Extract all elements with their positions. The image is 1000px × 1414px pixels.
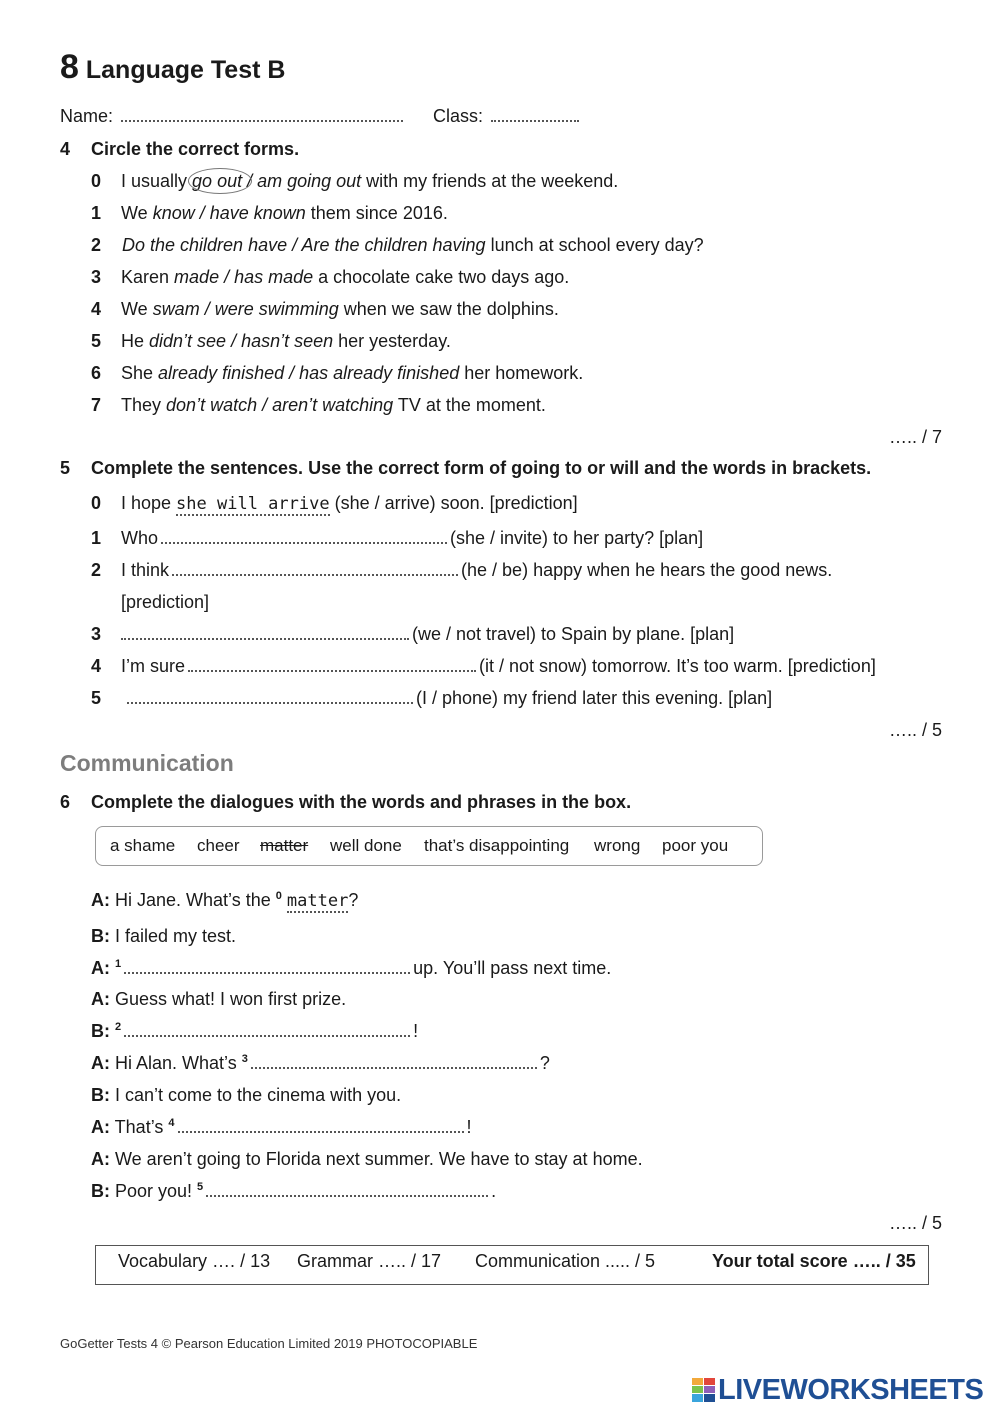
brand-name: LIVEWORKSHEETS — [718, 1374, 984, 1406]
ex4-item-post: a chocolate cake two days ago. — [313, 267, 570, 287]
class-label: Class: — [433, 106, 484, 126]
dialogue-answer-3[interactable] — [251, 1053, 537, 1069]
ex5-item-pre: I think — [121, 560, 170, 580]
ex4-item-post: them since 2016. — [305, 203, 448, 223]
dialogue-end: up. You’ll pass next time. — [413, 958, 612, 978]
ex4-item-number: 4 — [91, 299, 102, 319]
ex4-item-number: 0 — [91, 171, 102, 191]
dialogue-line — [91, 1021, 418, 1042]
dialogue-line — [91, 958, 611, 979]
ex4-item-pre: We — [121, 203, 153, 223]
ex5-item-4 — [121, 656, 876, 677]
exercise-5-instruction: Complete the sentences. Use the correct form of going to or will and the words in brackets. — [91, 458, 872, 478]
ex5-item-number: 3 — [91, 624, 102, 644]
ex5-example — [121, 493, 578, 514]
ex4-item-1 — [121, 203, 448, 224]
ex4-item-number: 7 — [91, 395, 102, 415]
ex4-item-pre: They — [121, 395, 167, 415]
word-box — [95, 826, 763, 866]
ex5-item-number: 0 — [91, 493, 102, 513]
dialogue-answer-1[interactable] — [124, 958, 410, 974]
ex5-answer-4[interactable] — [188, 656, 476, 672]
class-field[interactable] — [491, 106, 579, 122]
ex5-answer-3[interactable] — [121, 624, 409, 640]
gap-number: 5 — [197, 1181, 204, 1193]
ex4-item-number: 1 — [91, 203, 102, 223]
ex4-item-4 — [121, 299, 559, 320]
total-score: Your total score ….. / 35 — [712, 1251, 916, 1271]
section-heading: Communication — [60, 750, 234, 776]
speaker-label: A: — [91, 1117, 110, 1137]
ex5-answer-5[interactable] — [127, 688, 413, 704]
answer-circle — [188, 168, 252, 194]
ex4-item-number: 6 — [91, 363, 102, 383]
ex4-item-pre: We — [121, 299, 153, 319]
word-box-item: a shame — [110, 836, 176, 855]
liveworksheets-logo-icon — [692, 1378, 716, 1402]
page-title — [60, 48, 285, 87]
ex4-item-number: 2 — [91, 235, 102, 255]
dialogue-line — [91, 1117, 472, 1138]
ex5-item-pre: Who — [121, 528, 159, 548]
word-box-item: well done — [330, 836, 402, 855]
ex5-item-3 — [118, 624, 734, 645]
ex4-item-post: TV at the moment. — [393, 395, 546, 415]
ex5-item-2 — [121, 560, 832, 581]
dialogue-end: ! — [466, 1117, 472, 1137]
gap-number: 4 — [168, 1117, 175, 1129]
ex4-item-2 — [122, 235, 704, 256]
ex5-example-answer: she will arrive — [176, 494, 330, 514]
ex4-item-pre: He — [121, 331, 150, 351]
grammar-score: Grammar ….. / 17 — [297, 1251, 442, 1271]
speaker-label: A: — [91, 1149, 110, 1169]
ex5-item-post: (we / not travel) to Spain by plane. [plan] — [412, 624, 735, 644]
ex5-item-5 — [124, 688, 772, 709]
gap-number: 0 — [275, 890, 282, 902]
dialogue-text: I failed my test. — [110, 926, 237, 946]
word-box-item: poor you — [662, 836, 729, 855]
speaker-label: B: — [91, 926, 110, 946]
ex5-answer-1[interactable] — [161, 528, 447, 544]
name-class-row — [60, 106, 582, 127]
dialogue-text: Guess what! I won first prize. — [110, 989, 347, 1009]
ex5-answer-2[interactable] — [172, 560, 458, 576]
word-box-item: that’s disappointing — [424, 836, 570, 855]
dialogue-line — [91, 1149, 643, 1170]
dialogue-text: Hi Alan. What’s — [110, 1053, 242, 1073]
exercise-6-number: 6 — [60, 792, 71, 812]
exercise-5-number: 5 — [60, 458, 71, 478]
ex4-item-options[interactable]: made / has made — [174, 267, 314, 287]
ex4-item-pre: Karen — [121, 267, 175, 287]
speaker-label: B: — [91, 1181, 110, 1201]
ex5-example-post: (she / arrive) soon. [prediction] — [329, 493, 578, 513]
ex5-item-post: (he / be) happy when he hears the good news. — [461, 560, 833, 580]
total-score-box — [95, 1245, 929, 1285]
ex4-item-post: her yesterday. — [333, 331, 451, 351]
speaker-label: A: — [91, 958, 110, 978]
ex5-example-pre: I hope — [121, 493, 177, 513]
ex4-item-post: her homework. — [459, 363, 584, 383]
dialogue-end: ? — [348, 890, 359, 910]
name-field[interactable] — [121, 106, 403, 122]
gap-number: 2 — [115, 1021, 122, 1033]
gap-number: 3 — [241, 1053, 248, 1065]
speaker-label: A: — [91, 890, 110, 910]
dialogue-line — [91, 1181, 496, 1202]
dialogue-line — [91, 989, 346, 1010]
ex4-item-number: 3 — [91, 267, 102, 287]
ex4-item-post: when we saw the dolphins. — [338, 299, 559, 319]
ex4-item-options[interactable]: go out / am going out — [192, 171, 362, 191]
ex4-item-3 — [121, 267, 569, 288]
exercise-4-score: ….. / 7 — [888, 427, 942, 447]
ex4-item-7 — [121, 395, 546, 416]
example-answer: matter — [286, 891, 349, 911]
speaker-label: A: — [91, 1053, 110, 1073]
ex5-item-number: 1 — [91, 528, 102, 548]
word-box-item: cheer — [197, 836, 240, 855]
dialogue-text: We aren’t going to Florida next summer. We have to stay at home. — [110, 1149, 643, 1169]
ex5-item-number: 5 — [91, 688, 102, 708]
ex5-item-1 — [121, 528, 703, 549]
vocabulary-score: Vocabulary …. / 13 — [118, 1251, 271, 1271]
exercise-6-instruction: Complete the dialogues with the words and phrases in the box. — [91, 792, 632, 812]
ex4-item-options[interactable]: know / have known — [152, 203, 306, 223]
speaker-label: B: — [91, 1021, 110, 1041]
dialogue-answer-2[interactable] — [124, 1021, 410, 1037]
test-number: 8 — [60, 48, 79, 86]
dialogue-end: ! — [413, 1021, 419, 1041]
dialogue-line — [91, 1085, 401, 1106]
communication-score: Communication ..... / 5 — [475, 1251, 656, 1271]
dialogue-line — [91, 1053, 550, 1074]
ex4-item-options[interactable]: didn’t see / hasn’t seen — [149, 331, 334, 351]
exercise-5-score: ….. / 5 — [888, 720, 942, 740]
ex5-item-number: 4 — [91, 656, 102, 676]
ex4-item-6 — [121, 363, 583, 384]
ex5-item-post: (it / not snow) tomorrow. It’s too warm. [prediction] — [479, 656, 876, 676]
ex5-item-pre: I’m sure — [121, 656, 186, 676]
ex4-item-pre: She — [121, 363, 159, 383]
ex4-item-options[interactable]: already finished / has already finished — [158, 363, 460, 383]
dialogue-text: Poor you! — [110, 1181, 198, 1201]
dialogue-end: ? — [539, 1053, 550, 1073]
test-title: Language Test B — [85, 56, 286, 84]
word-box-item-used: matter — [260, 836, 309, 855]
ex5-item-post: (I / phone) my friend later this evening. [plan] — [416, 688, 773, 708]
ex4-item-5 — [121, 331, 451, 352]
ex5-item-2-cont: [prediction] — [121, 592, 210, 612]
ex4-item-post: with my friends at the weekend. — [361, 171, 619, 191]
dialogue-text: That’s — [110, 1117, 169, 1137]
dialogue-line — [91, 926, 236, 947]
dialogue-answer-4[interactable] — [178, 1117, 464, 1133]
ex5-item-post: (she / invite) to her party? [plan] — [450, 528, 704, 548]
ex4-item-options[interactable]: don’t watch / aren’t watching — [166, 395, 394, 415]
exercise-4-instruction: Circle the correct forms. — [91, 139, 300, 159]
exercise-4-number: 4 — [60, 139, 71, 159]
ex4-item-pre: I usually — [121, 171, 193, 191]
ex4-item-options[interactable]: swam / were swimming — [152, 299, 339, 319]
exercise-6-score: ….. / 5 — [888, 1213, 942, 1233]
ex4-item-options[interactable]: Do the children have / Are the children having — [122, 235, 486, 255]
speaker-label: B: — [91, 1085, 110, 1105]
dialogue-line — [91, 890, 358, 911]
copyright-footer: GoGetter Tests 4 © Pearson Education Limited 2019 PHOTOCOPIABLE — [60, 1336, 478, 1351]
ex4-item-number: 5 — [91, 331, 102, 351]
speaker-label: A: — [91, 989, 110, 1009]
dialogue-text: I can’t come to the cinema with you. — [110, 1085, 402, 1105]
ex4-item-post: lunch at school every day? — [485, 235, 704, 255]
dialogue-text: Hi Jane. What’s the — [110, 890, 276, 910]
ex5-item-number: 2 — [91, 560, 102, 580]
gap-number: 1 — [115, 958, 122, 970]
dialogue-end: . — [491, 1181, 497, 1201]
name-label: Name: — [60, 106, 114, 126]
dialogue-answer-5[interactable] — [206, 1181, 488, 1197]
word-box-item: wrong — [594, 836, 641, 855]
